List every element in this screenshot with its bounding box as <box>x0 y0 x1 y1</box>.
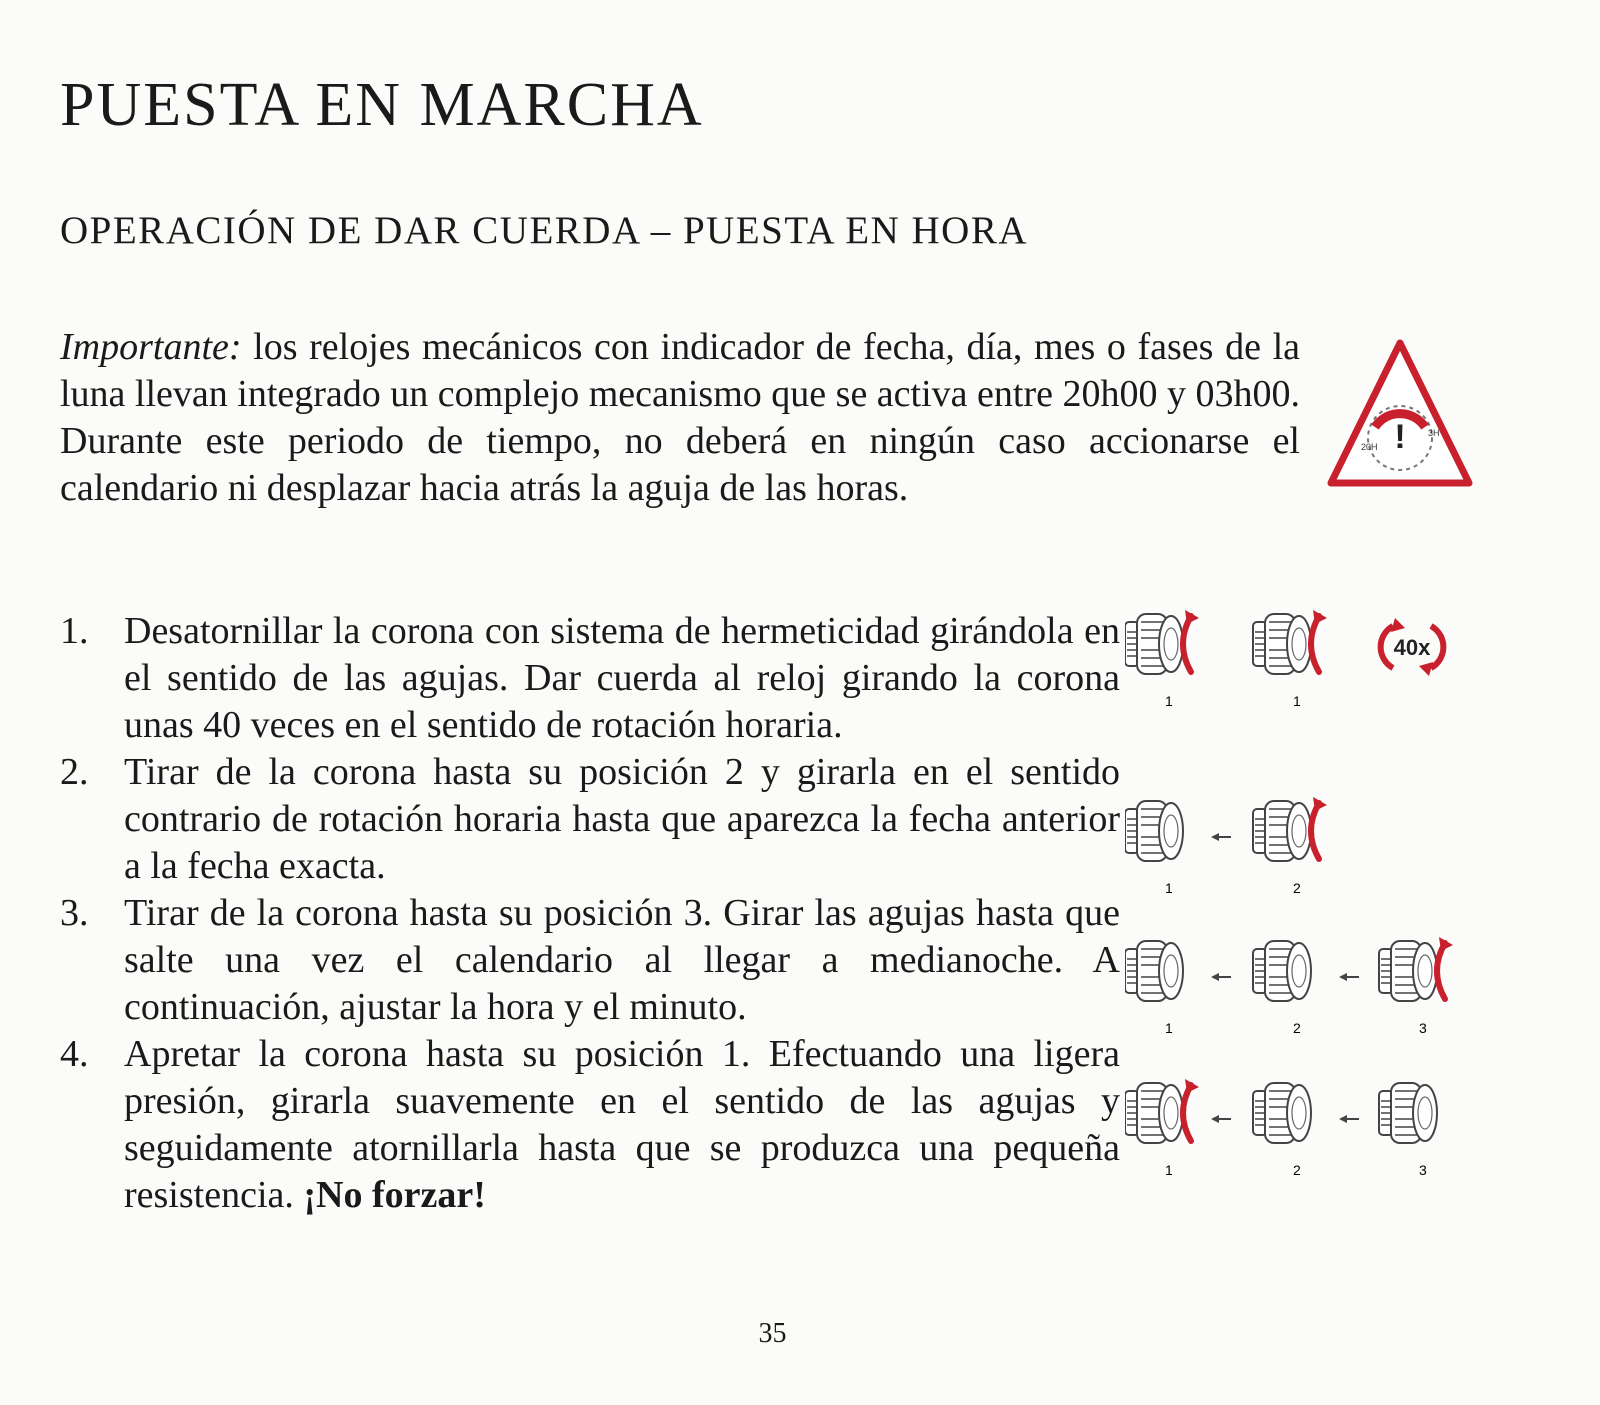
svg-text:3: 3 <box>1419 1162 1427 1178</box>
page-title: PUESTA EN MARCHA <box>60 71 704 139</box>
crown-icon <box>1125 610 1199 674</box>
svg-text:1: 1 <box>1165 880 1173 896</box>
warning-label-20h: 20H <box>1361 442 1378 452</box>
step-text: Tirar de la corona hasta su posición 2 y girarla en el sentido contrario de rotación horaria hasta que aparezca la fecha anterior a la fecha exacta. <box>124 751 1120 887</box>
svg-text:1: 1 <box>1293 693 1301 709</box>
step-number: 1. <box>60 610 89 652</box>
step-1 <box>60 608 1120 749</box>
svg-text:2: 2 <box>1293 1162 1301 1178</box>
wind-40x-icon <box>1381 618 1444 676</box>
step1-figure <box>1125 608 1465 718</box>
step-text: Apretar la corona hasta su posición 1. Efectuando una ligera presión, girarla suavemente en el sentido de las agujas y seguidamente atornillarla hasta que se produzca una pequeña resistencia. ¡No forzar! <box>124 1033 1120 1216</box>
step-2 <box>60 749 1120 890</box>
step-number: 3. <box>60 892 89 934</box>
svg-text:1: 1 <box>1165 693 1173 709</box>
crown-icon <box>1379 937 1453 1001</box>
crown-icon <box>1253 941 1311 1001</box>
svg-text:1: 1 <box>1165 1020 1173 1036</box>
crown-icon <box>1253 797 1327 861</box>
crown-icon <box>1125 941 1183 1001</box>
svg-text:3: 3 <box>1419 1020 1427 1036</box>
svg-text:2: 2 <box>1293 880 1301 896</box>
svg-text:2: 2 <box>1293 1020 1301 1036</box>
step-text: Tirar de la corona hasta su posición 3. Girar las agujas hasta que salte una vez el calendario al llegar a medianoche. A continuación, ajustar la hora y el minuto. <box>124 892 1120 1028</box>
page-number: 35 <box>758 1318 787 1349</box>
step-number: 2. <box>60 751 89 793</box>
warning-label-3h: 3H <box>1428 428 1440 438</box>
step-3 <box>60 890 1120 1031</box>
crown-icon <box>1379 1083 1437 1143</box>
arrow-left-icon <box>1339 1115 1359 1123</box>
calendar-warning-triangle-icon <box>1325 335 1475 495</box>
arrow-left-icon <box>1211 973 1231 981</box>
crown-icon <box>1125 801 1183 861</box>
instruction-steps <box>60 608 1120 1219</box>
step4-figure <box>1125 1077 1465 1187</box>
step2-figure <box>1125 795 1465 905</box>
step-4 <box>60 1031 1120 1219</box>
arrow-left-icon <box>1211 1115 1231 1123</box>
step-number: 4. <box>60 1033 89 1075</box>
important-label: Importante: <box>60 326 242 368</box>
svg-text:40x: 40x <box>1393 635 1431 660</box>
crown-icon <box>1253 1083 1311 1143</box>
section-subtitle: OPERACIÓN DE DAR CUERDA – PUESTA EN HORA <box>60 209 1029 252</box>
crown-icon <box>1253 610 1327 674</box>
important-notice <box>60 324 1300 512</box>
no-force-warning: ¡No forzar! <box>303 1174 486 1216</box>
arrow-left-icon <box>1211 833 1231 841</box>
crown-icon <box>1125 1079 1199 1143</box>
step3-figure <box>1125 935 1465 1045</box>
arrow-left-icon <box>1339 973 1359 981</box>
step-text: Desatornillar la corona con sistema de hermeticidad girándola en el sentido de las agujas. Dar cuerda al reloj girando la corona unas 40 veces en el sentido de rotación horaria. <box>124 610 1120 746</box>
warning-exclamation: ! <box>1394 418 1406 456</box>
svg-text:1: 1 <box>1165 1162 1173 1178</box>
important-text: los relojes mecánicos con indicador de fecha, día, mes o fases de la luna llevan integrado un complejo mecanismo que se activa entre 20h00 y 03h00. Durante este periodo de tiempo, no deberá en ningún caso accionarse el calendario ni desplazar hacia atrás la aguja de las horas. <box>60 326 1300 509</box>
